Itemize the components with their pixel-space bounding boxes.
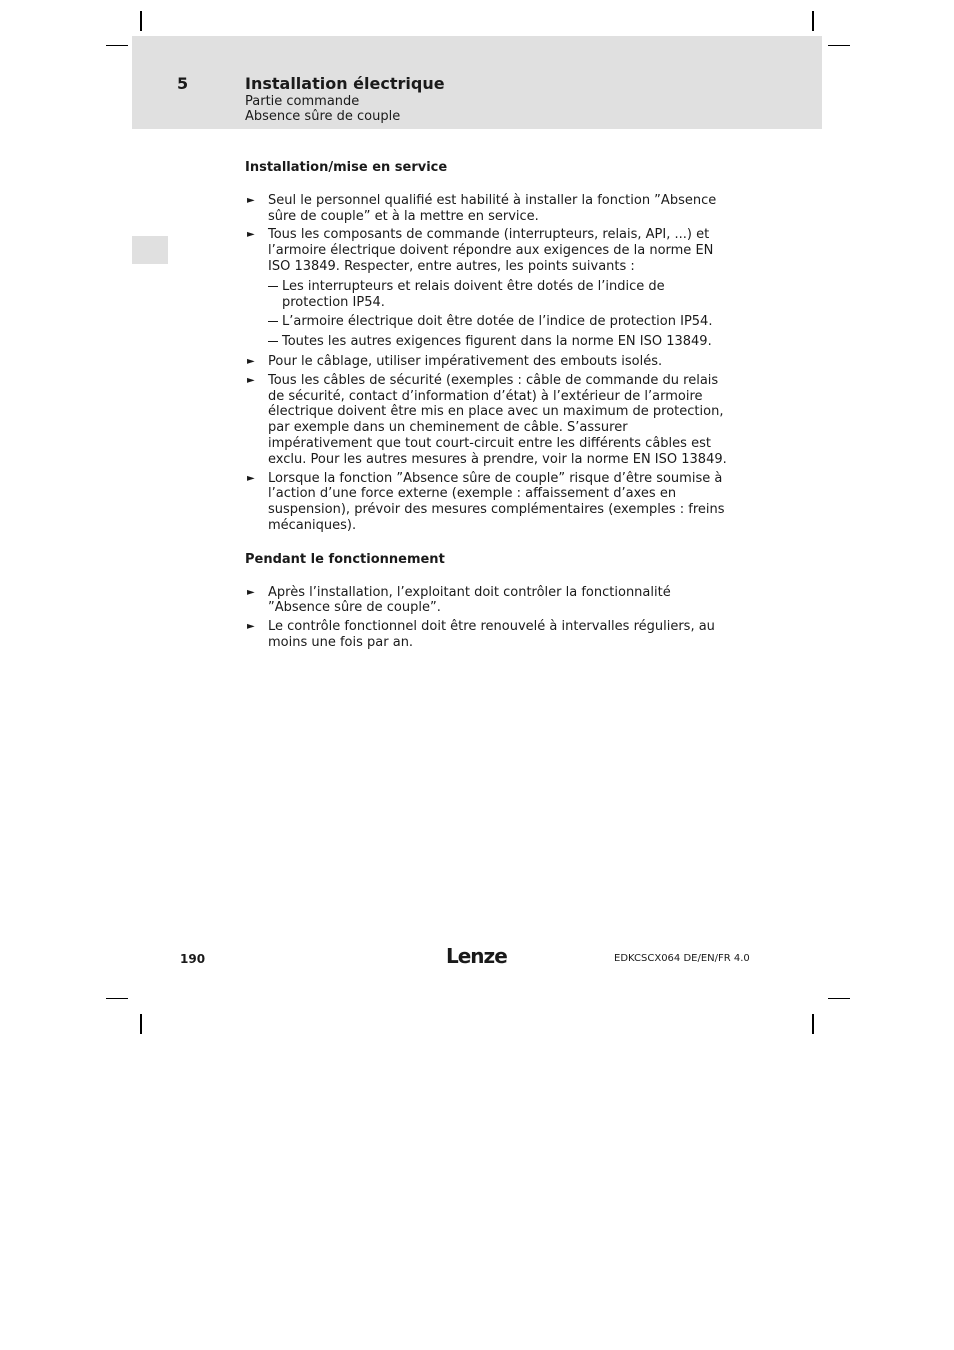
dash-text: Les interrupteurs et relais doivent être dotés de l’indice de protection IP54. xyxy=(282,278,665,310)
bullet-text: Pour le câblage, utiliser impérativement des embouts isolés. xyxy=(268,353,663,369)
crop-mark xyxy=(106,45,128,46)
dash-item xyxy=(268,279,735,311)
bullet-arrow-icon: ► xyxy=(247,472,255,484)
side-tab-marker xyxy=(132,236,168,264)
dash-item xyxy=(268,314,735,330)
bullet-text: Seul le personnel qualifié est habilité à installer la fonction ”Absence sûre de couple” et à la mettre en service. xyxy=(268,192,717,224)
dash-item xyxy=(268,334,735,350)
subtitle-safe-torque-off: Absence sûre de couple xyxy=(245,109,401,124)
bullet-list xyxy=(245,585,735,651)
dash-icon xyxy=(268,341,278,342)
section-heading: Pendant le fonctionnement xyxy=(245,551,445,567)
crop-mark xyxy=(140,1014,142,1034)
chapter-number: 5 xyxy=(177,74,189,93)
dash-list xyxy=(268,279,735,350)
dash-icon xyxy=(268,321,278,322)
main-content xyxy=(245,160,735,654)
crop-mark xyxy=(812,1014,814,1034)
chapter-title: Installation électrique xyxy=(245,74,445,93)
bullet-text: Le contrôle fonctionnel doit être renouvelé à intervalles réguliers, au moins une fois par an. xyxy=(268,619,715,650)
bullet-arrow-icon: ► xyxy=(247,229,255,241)
bullet-arrow-icon: ► xyxy=(247,621,255,633)
page-number: 190 xyxy=(180,952,206,966)
document-code: EDKCSCX064 DE/EN/FR 4.0 xyxy=(614,953,750,964)
crop-mark xyxy=(828,998,850,999)
lenze-logo: Lenze xyxy=(446,944,507,968)
dash-text: Toutes les autres exigences figurent dans la norme EN ISO 13849. xyxy=(282,334,712,350)
bullet-arrow-icon: ► xyxy=(247,586,255,598)
bullet-item xyxy=(245,373,735,468)
bullet-arrow-icon: ► xyxy=(247,194,255,206)
bullet-list xyxy=(245,193,735,534)
crop-mark xyxy=(106,998,128,999)
bullet-text: Tous les câbles de sécurité (exemples : câble de commande du relais de sécurité, contact d’information d’état) à l’extérieur de l’armoire électrique doivent être mis en place avec un maximum de protection, par exemple dans un cheminement de câble. S’assurer impérativement que tout court-circuit entre les différents câbles est exclu. Pour les autres mesures à prendre, voir la norme EN ISO 13849. xyxy=(268,372,727,467)
bullet-arrow-icon: ► xyxy=(247,355,255,367)
crop-mark xyxy=(812,11,814,31)
bullet-text: Lorsque la fonction ”Absence sûre de couple” risque d’être soumise à l’action d’une force externe (exemple : affaissement d’axes en suspension), prévoir des mesures complémentaires (exemples : freins mécaniques). xyxy=(268,470,725,533)
crop-mark xyxy=(828,45,850,46)
crop-mark xyxy=(140,11,142,31)
bullet-item xyxy=(245,585,735,617)
bullet-arrow-icon: ► xyxy=(247,374,255,386)
dash-icon xyxy=(268,286,278,287)
dash-text: L’armoire électrique doit être dotée de l’indice de protection IP54. xyxy=(282,314,713,330)
section-heading: Installation/mise en service xyxy=(245,160,448,175)
bullet-item xyxy=(245,619,735,651)
subtitle-control-section: Partie commande xyxy=(245,94,360,109)
bullet-item xyxy=(245,471,735,534)
bullet-text: Tous les composants de commande (interrupteurs, relais, API, ...) et l’armoire électrique doivent répondre aux exigences de la norme EN ISO 13849. Respecter, entre autres, les points suivants : xyxy=(268,227,714,274)
bullet-item xyxy=(245,227,735,350)
bullet-item xyxy=(245,354,735,370)
header-band xyxy=(132,36,822,129)
bullet-text: Après l’installation, l’exploitant doit contrôler la fonctionnalité ”Absence sûre de couple”. xyxy=(268,584,671,616)
bullet-item xyxy=(245,193,735,225)
